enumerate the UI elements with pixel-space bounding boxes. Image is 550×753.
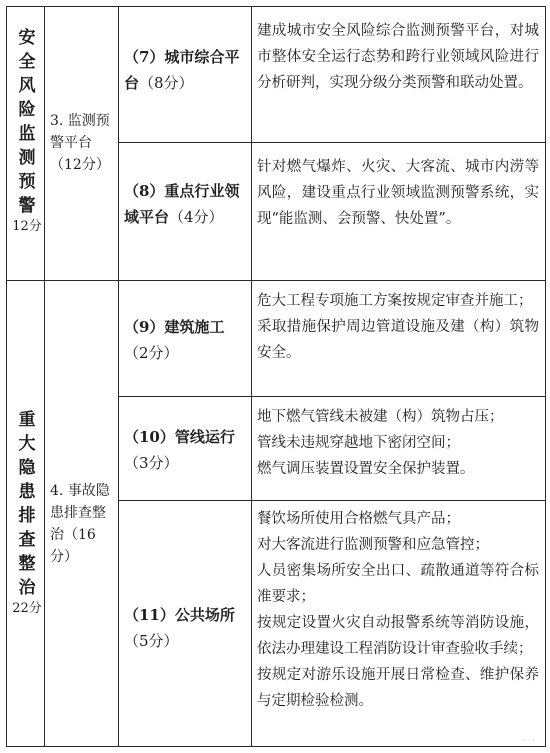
watermark: · · [522,734,536,747]
section-divider [6,280,546,281]
indicator-desc-pipelines: 地下燃气管线未被建（构）筑物占压； 管线未违规穿越地下密闭空间； 燃气调压装置设置安全保护装置。 [257,409,504,477]
item-label: 3. 监测预警平台（12分） [50,113,110,173]
item-cell-monitoring-platform [50,110,114,176]
indicator-desc-construction: 危大工程专项施工方案按规定审查并施工； 采取措施保护周边管道设施及建（构）筑物安全。 [257,293,539,361]
indicator-score: （8分） [139,74,194,92]
col-divider-1 [44,6,45,747]
row-divider-7-8 [118,142,546,143]
row-divider-10-11 [118,500,546,501]
indicator-desc-industry-platform: 针对燃气爆炸、火灾、大客流、城市内涝等风险，建设重点行业领域监测预警系统，实现“能监测、会预警、快处置”。 [257,159,539,227]
indicator-name: （8）重点行业领域平台 [124,182,240,226]
indicator-name-construction [124,314,248,366]
category-cell-risk-monitoring [12,26,42,236]
indicator-score: （4分） [169,208,224,226]
indicator-name: （9）建筑施工 [124,318,225,336]
col-divider-3 [251,6,252,747]
indicator-name: （11）公共场所 [124,606,235,624]
indicator-name-city-platform [124,44,248,96]
table-border-right [545,6,546,747]
table-border-left [6,6,7,747]
indicator-desc-city-platform: 建成城市安全风险综合监测预警平台，对城市整体安全运行态势和跨行业领域风险进行分析研判，实现分级分类预警和联动处置。 [257,23,539,91]
item-cell-hazard-remediation [50,480,114,568]
indicator-name-public-places [124,602,248,654]
table-border-top [6,6,546,7]
indicator-score: （3分） [124,454,179,472]
category-label: 重大隐患排查整治 [18,410,36,598]
category-score: 12分 [12,219,42,234]
indicator-name: （7）城市综合平台 [124,48,240,92]
category-score: 22分 [12,601,42,616]
indicator-score: （5分） [124,632,179,650]
table-border-bottom [6,746,546,747]
indicator-name-pipelines [124,424,248,476]
category-label: 安全风险监测预警 [18,28,36,216]
indicator-score: （2分） [124,344,179,362]
col-divider-2 [118,6,119,747]
item-label: 4. 事故隐患排查整治（16分） [50,483,110,565]
indicator-name: （10）管线运行 [124,428,235,446]
indicator-name-industry-platform [124,178,248,230]
indicator-desc-public-places: 餐饮场所使用合格燃气具产品； 对大客流进行监测预警和应急管控； 人员密集场所安全出口、疏散通道等符合标准要求； 按规定设置火灾自动报警系统等消防设施，依法办理建设工程消防设计审查验收手续； 按规定对游乐设施开展日常检查、维护保养与定期检验检测。 [257,511,539,709]
row-divider-9-10 [118,396,546,397]
category-cell-hazard-remediation [12,408,42,618]
